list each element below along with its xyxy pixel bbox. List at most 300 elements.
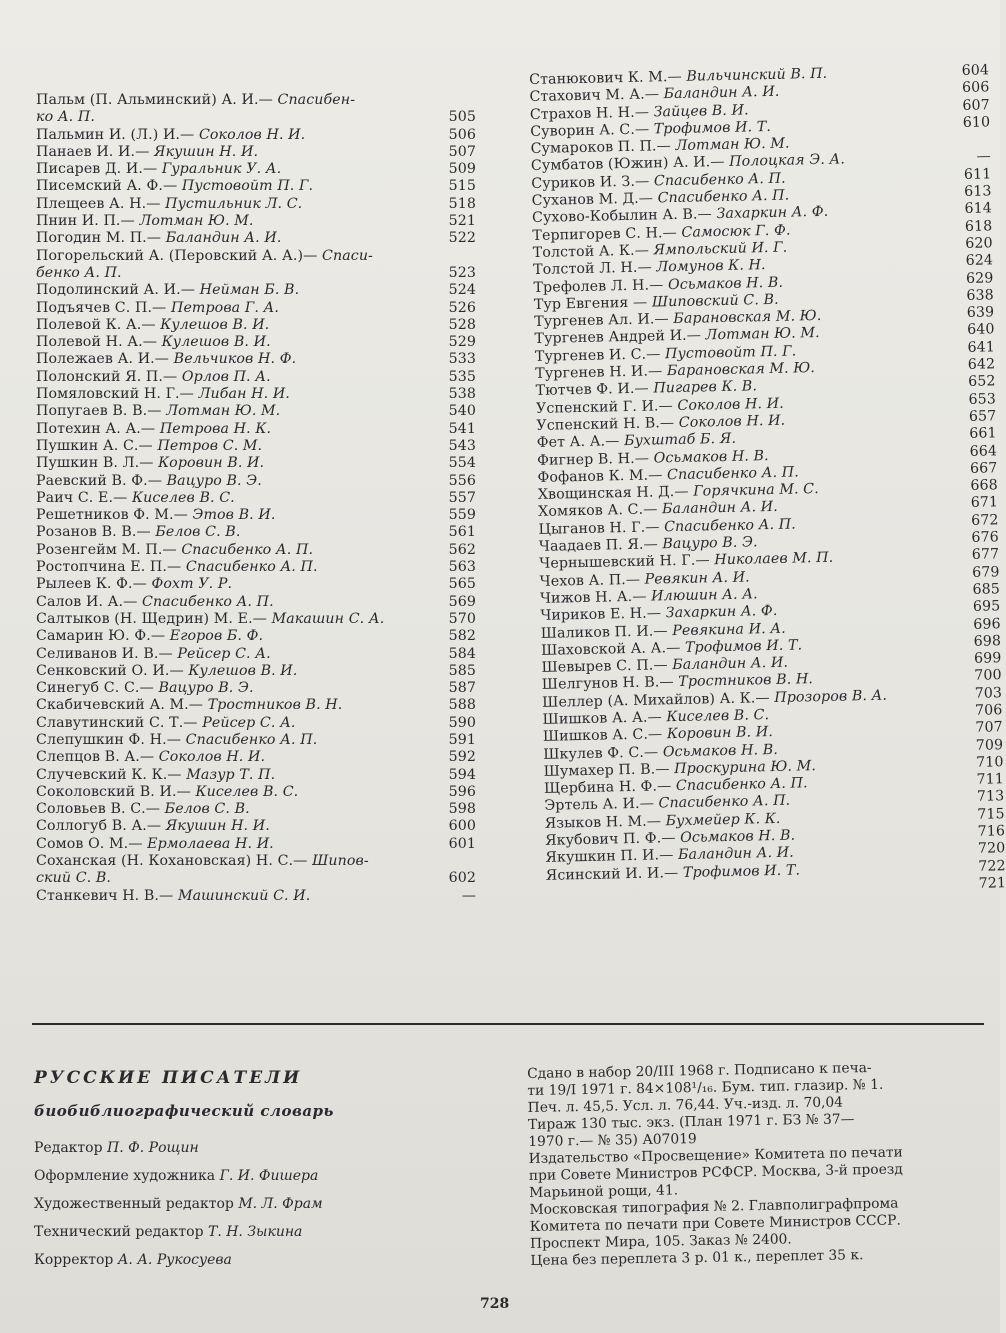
entry-author: Захаркин А. Ф. [665,603,778,622]
entry-subject: Фигнер В. Н.— Осьмаков Н. В. [536,447,769,469]
entry-author: Ревякин А. И. [644,569,750,588]
entry-page: 587 [448,680,476,697]
entry-page: 518 [448,195,476,212]
entry-page: 565 [448,576,476,593]
entry-page: 696 [973,615,1001,633]
entry-subject: Тютчев Ф. И.— Пигарев К. В. [535,378,758,400]
section-divider [32,1023,984,1025]
entry-author: Лотман Ю. М. [139,213,254,230]
entry-author: Машинский С. И. [177,887,311,904]
imprint-line: Цена без переплета 3 р. 01 к., переплет 35 к. [530,1247,864,1269]
credit-line [34,1162,474,1190]
entry-subject: Розенгейм М. П.— Спасибенко А. П. [36,541,314,558]
entry-subject: Соловьев В. С.— Белов С. В. [36,801,250,818]
entry-page: 620 [965,235,993,252]
entry-subject: Рылеев К. Ф.— Фохт У. Р. [36,576,233,593]
entry-subject: Станкевич Н. В.— Машинский С. И. [36,887,311,904]
entry-author: Лотман Ю. М. [166,403,281,420]
entry-page: 606 [961,79,990,97]
entry-page: 529 [448,334,476,351]
entry-author: Спасибенко А. П. [181,541,314,558]
index-column-left [36,92,476,905]
entry-author: Петров С. М. [157,437,263,454]
index-entry [36,369,476,386]
index-entry [36,127,476,144]
entry-author: Барановская М. Ю. [673,308,822,328]
entry-page: 591 [448,731,476,748]
entry-author: Киселев В. С. [195,783,299,800]
index-entry [36,559,476,576]
credit-name: П. Ф. Рощин [107,1140,199,1156]
entry-page: 676 [971,529,1000,546]
entry-page: 713 [976,788,1005,806]
entry-page: 594 [448,766,476,783]
entry-author: Бухштаб Б. Я. [623,430,737,450]
entry-page: 668 [970,477,998,494]
entry-subject: Потехин А. А.— Петрова Н. К. [36,420,272,437]
entry-page: 554 [448,455,476,472]
imprint-line: при Совете Министров РСФСР. Москва, 3-й проезд [528,1161,903,1184]
entry-subject: Шелгунов Н. В.— Тростников В. Н. [541,671,814,694]
index-entry [36,818,476,835]
imprint-line: Комитета по печати при Совете Министров СССР. [529,1212,901,1235]
entry-subject: Суриков И. З.— Спасибенко А. П. [531,170,786,192]
entry-subject: Пальм (П. Альминский) А. И.— Спасибен- [36,92,356,108]
entry-author: Орлов П. А. [181,368,271,385]
index-entry [36,92,476,109]
index-entry [36,680,476,697]
entry-author: Этов В. И. [192,507,276,524]
entry-author: Нейман Б. В. [199,282,300,299]
entry-subject: Шкулев Ф. С.— Осьмаков Н. В. [543,741,779,763]
entry-page: 523 [448,264,476,281]
entry-author: Илюшин А. А. [650,586,758,605]
entry-author: Баландин А. И. [661,499,778,518]
index-entry [36,576,476,593]
entry-subject: Якушкин П. И.— Баландин А. И. [545,844,794,867]
entry-subject: Ясинский И. И.— Трофимов И. Т. [545,862,801,884]
entry-subject: Сенковский О. И.— Кулешов В. И. [36,662,298,679]
entry-author: Мазур Т. П. [186,766,276,783]
entry-author: Соколов Н. И. [677,395,784,414]
entry-page: 569 [448,593,476,610]
index-entry [36,628,476,645]
entry-author: Якушин Н. И. [165,818,270,835]
entry-subject: Тур Евгения — Шиповский С. В. [533,291,779,313]
entry-page: 543 [448,437,476,454]
colophon-credits [34,1068,474,1274]
index-entry [36,836,476,853]
entry-subject: Соколовский В. И.— Киселев В. С. [36,783,299,800]
entry-page: 563 [448,559,476,576]
index-entry [36,421,476,438]
entry-page: 590 [448,714,476,731]
index-entry [36,611,476,628]
entry-subject: Якубович П. Ф.— Осьмаков Н. В. [544,827,796,849]
entry-page: 613 [964,183,992,200]
entry-page: 706 [974,702,1003,719]
index-entry [36,490,476,507]
entry-author: Тростников В. Н. [678,671,814,691]
entry-page: 521 [448,213,476,230]
credit-name: Т. Н. Зыкина [207,1224,303,1240]
entry-subject: Терпигорев С. Н.— Самосюк Г. Ф. [532,222,791,244]
entry-subject: Слепцов В. А.— Соколов Н. И. [36,749,266,766]
entry-page: 570 [448,610,476,627]
index-entry [36,317,476,334]
entry-author: Ямпольский И. Г. [653,239,788,259]
entry-author: Проскурина Ю. М. [674,758,817,777]
entry-page: 711 [976,771,1005,788]
entry-subject: Слепушкин Ф. Н.— Спасибенко А. П. [36,731,318,748]
entry-author: Вацуро В. Э. [158,680,254,697]
credit-line [34,1190,474,1218]
credit-role: Художественный редактор [34,1196,239,1212]
entry-author: Петрова Г. А. [170,299,280,316]
entry-author: Гуральник У. А. [161,161,282,178]
entry-author: Осьмаков Н. В. [679,827,796,847]
entry-subject: Случевский К. К.— Мазур Т. П. [36,766,276,783]
entry-subject: Раич С. Е.— Киселев В. С. [36,489,235,506]
entry-subject: Шаховской А. А.— Трофимов И. Т. [540,637,803,659]
index-entry [36,888,476,905]
entry-author: Спасибенко А. П. [142,593,274,610]
entry-author: Киселев В. С. [132,489,235,506]
entry-subject: Плещеев А. Н.— Пустильник Л. С. [36,195,303,212]
entry-subject: Ростопчина Е. П.— Спасибенко А. П. [36,559,318,576]
entry-page: 533 [448,351,476,368]
entry-author: Либан Н. И. [198,386,290,403]
entry-author: Лотман Ю. М. [675,135,790,155]
entry-author-cont: ский С. В. [36,870,112,887]
imprint-line: Проспект Мира, 105. Заказ № 2400. [529,1231,792,1252]
entry-subject: Суханов М. Д.— Спасибенко А. П. [531,187,790,210]
entry-page: 602 [448,870,476,887]
credit-line [34,1218,474,1246]
index-entry-continuation [36,265,476,282]
entry-subject: Синегуб С. С.— Вацуро В. Э. [36,680,254,697]
index-entry [36,732,476,749]
entry-subject: Чаадаев П. Я.— Вацуро В. Э. [538,534,758,555]
index-entry [36,282,476,299]
entry-author: Баландин А. И. [663,84,780,103]
index-entry [36,230,476,247]
entry-page: 556 [448,472,476,489]
entry-subject: Шишков А. С.— Коровин В. И. [542,724,774,746]
index-entry [36,213,476,230]
entry-author: Горячкина М. С. [693,481,819,500]
entry-page: 695 [972,598,1001,616]
index-entry [36,749,476,766]
index-entry [36,438,476,455]
entry-page: 607 [962,96,990,114]
entry-page: 707 [975,719,1003,737]
entry-subject: Чернышевский Н. Г.— Николаев М. П. [539,550,834,573]
entry-author: Трофимов И. Т. [653,118,772,138]
entry-author: Осьмаков Н. В. [662,741,779,760]
entry-subject: Цыганов Н. Г.— Спасибенко А. П. [538,516,796,538]
entry-page: 601 [448,835,476,852]
entry-subject: Шаликов П. И.— Ревякина И. А. [540,620,786,642]
entry-subject: Тургенев Андрей И.— Лотман Ю. М. [534,325,820,348]
entry-subject: Тургенев И. С.— Пустовойт П. Г. [534,343,797,365]
entry-author: Спасибенко А. П. [657,187,790,207]
entry-subject: Станюкович К. М.— Вильчинский В. П. [529,65,828,88]
entry-page: 618 [964,218,993,235]
entry-author: Пустильник Л. С. [165,195,303,212]
index-entry [36,784,476,801]
entry-page: 715 [977,805,1005,823]
entry-page: 672 [970,511,999,529]
entry-author: Шипов- [312,853,369,870]
entry-subject: Хвощинская Н. Д.— Горячкина М. С. [537,481,819,504]
entry-page: 515 [448,178,476,195]
entry-page: 685 [972,581,1001,598]
credit-role: Редактор [34,1140,108,1156]
entry-page: 535 [448,368,476,385]
entry-subject: Трефолев Л. Н.— Осьмаков Н. В. [533,274,784,296]
entry-subject: Успенский Г. И.— Соколов Н. И. [535,395,784,417]
entry-subject: Соханская (Н. Кохановская) Н. С.— Шипов- [36,853,369,870]
index-entry [36,715,476,732]
entry-subject: Погодин М. П.— Баландин А. И. [36,230,282,247]
entry-subject: Розанов В. В.— Белов С. В. [36,524,241,541]
entry-subject: Сумароков П. П.— Лотман Ю. М. [530,135,790,158]
entry-subject: Фофанов К. М.— Спасибенко А. П. [537,464,799,486]
imprint-line: 1970 г.— № 35) А07019 [528,1131,697,1150]
entry-page: 641 [967,339,996,356]
imprint-block [527,1058,985,1270]
entry-subject: Суворин А. С.— Трофимов И. Т. [530,118,772,140]
entry-subject: Пальмин И. (Л.) И.— Соколов Н. И. [36,126,306,143]
entry-author: Полоцкая Э. А. [729,151,846,171]
credit-line [34,1246,474,1274]
index-entry-continuation [36,870,476,887]
entry-page: 585 [448,662,476,679]
entry-author: Пустовойт П. Г. [181,178,314,195]
entry-page: 722 [978,857,1006,875]
entry-page: 698 [973,633,1002,650]
entry-page: 559 [448,507,476,524]
index-entry [36,386,476,403]
entry-page: 642 [967,356,996,373]
entry-author: Тростников В. Н. [207,697,343,714]
book-subtitle: биобиблиографический словарь [34,1102,334,1120]
index-entry [36,403,476,420]
entry-author: Вельчиков Н. Ф. [173,351,297,368]
entry-subject: Салтыков (Н. Щедрин) М. Е.— Макашин С. А. [36,610,385,627]
entry-subject: Полежаев А. И.— Вельчиков Н. Ф. [36,351,297,368]
entry-page: 509 [448,161,476,178]
entry-author: Егоров Б. Ф. [169,628,264,645]
entry-subject: Раевский В. Ф.— Вацуро В. Э. [36,472,262,489]
entry-author: Белов С. В. [155,524,241,541]
entry-page: 710 [976,754,1004,771]
entry-page: 582 [448,628,476,645]
entry-subject: Стахович М. А.— Баландин А. И. [529,84,780,106]
entry-subject: Толстой Л. Н.— Ломунов К. Н. [532,257,766,279]
entry-subject: Шевырев С. П.— Баландин А. И. [541,654,789,676]
entry-page: 671 [970,494,999,512]
index-entry [36,161,476,178]
entry-subject: Тургенев Н. И.— Барановская М. Ю. [535,360,816,382]
entry-author: Спасибенко А. П. [658,793,791,812]
entry-author: Ломунов К. Н. [656,257,766,276]
index-entry [36,542,476,559]
entry-author: Вацуро В. Э. [662,534,758,553]
entry-author: Баландин А. И. [677,844,794,864]
entry-subject: Языков Н. М.— Бухмейер К. К. [544,810,781,832]
imprint-line: ти 19/I 1971 г. 84×108¹/₁₆. Бум. тип. глазир. № 1. [527,1076,884,1099]
entry-author: Шиповский С. В. [651,291,779,311]
credit-name: А. А. Рукосуева [117,1252,232,1268]
entry-subject: Полевой Н. А.— Кулешов В. И. [36,334,271,351]
entry-author: Спасибен- [277,92,356,108]
entry-page: 664 [969,442,998,460]
book-title: РУССКИЕ ПИСАТЕЛИ [34,1068,303,1088]
entry-page: 667 [969,460,998,477]
index-entry [36,248,476,265]
entry-subject: Сумбатов (Южин) А. И.— Полоцкая Э. А. [530,151,846,175]
entry-author: Лотман Ю. М. [705,325,820,344]
entry-page: 652 [968,373,996,391]
entry-author: Пигарев К. В. [653,378,758,397]
index-entry [36,351,476,368]
index-entry [36,144,476,161]
entry-page: 661 [969,425,997,443]
entry-author: Соколов Н. И. [198,126,306,143]
entry-author: Вильчинский В. П. [686,65,828,85]
credit-name: Г. И. Фишера [219,1168,319,1184]
entry-page: 716 [977,823,1006,840]
entry-author: Спаси- [322,247,373,264]
entry-author: Спасибенко А. П. [185,731,318,748]
entry-author-cont: бенко А. П. [36,264,122,281]
entry-page: 640 [966,321,995,339]
index-entry [36,853,476,870]
index-entry [36,507,476,524]
credit-role: Оформление художника [34,1168,220,1184]
entry-author: Коровин В. И. [666,724,774,743]
entry-subject: Хомяков А. С.— Баландин А. И. [538,499,778,521]
index-entry [36,473,476,490]
entry-page: 679 [972,563,1000,581]
entry-page: 541 [448,420,476,437]
index-entry [36,801,476,818]
entry-subject: Славутинский С. Т.— Рейсер С. А. [36,714,296,731]
entry-author: Петрова Н. К. [159,420,272,437]
entry-page: — [461,887,476,904]
entry-page: 540 [448,403,476,420]
entry-author: Ермолаева Н. И. [147,835,274,852]
entry-subject: Селиванов И. В.— Рейсер С. А. [36,645,271,662]
credit-role: Технический редактор [34,1224,208,1240]
entry-subject: Писарев Д. И.— Гуральник У. А. [36,161,282,178]
entry-page: 610 [962,114,991,131]
entry-author: Кулешов В. И. [188,662,298,679]
page-number: 728 [480,1296,510,1312]
entry-subject: Шишков А. А.— Киселев В. С. [542,707,770,728]
index-entry [36,697,476,714]
entry-subject: Тургенев Ал. И.— Барановская М. Ю. [534,308,822,331]
index-entry [36,646,476,663]
entry-page: 600 [448,818,476,835]
entry-author: Николаев М. П. [714,550,834,569]
entry-subject: Помяловский Н. Г.— Либан Н. И. [36,386,290,403]
entry-page: — [976,148,992,166]
entry-author: Кулешов В. И. [160,316,270,333]
entry-subject: Полевой К. А.— Кулешов В. И. [36,316,270,333]
entry-author: Макашин С. А. [271,610,385,627]
index-column-right [529,62,1006,902]
imprint-line: Сдано в набор 20/III 1968 г. Подписано к печа- [527,1059,872,1082]
entry-page: 639 [966,304,995,322]
entry-subject: Пушкин А. С.— Петров С. М. [36,437,263,454]
imprint-line: Марьиной рощи, 41. [529,1182,679,1201]
entry-page: 562 [448,541,476,558]
entry-page: 596 [448,783,476,800]
entry-page: 528 [448,316,476,333]
entry-subject: Самарин Ю. Ф.— Егоров Б. Ф. [36,628,264,645]
index-entry [36,767,476,784]
entry-subject: Фет А. А.— Бухштаб Б. Я. [536,430,737,452]
entry-author: Зайцев В. И. [653,102,749,120]
entry-page: 524 [448,282,476,299]
entry-author: Коровин В. И. [158,455,265,472]
entry-page: 584 [448,645,476,662]
entry-page: 506 [448,126,476,143]
entry-subject: Панаев И. И.— Якушин Н. И. [36,143,259,160]
entry-page: 604 [961,62,990,79]
entry-author: Трофимов И. Т. [684,637,803,656]
entry-author: Якушин Н. И. [154,143,259,160]
entry-subject: Полонский Я. П.— Орлов П. А. [36,368,271,385]
entry-subject: Чижов Н. А.— Илюшин А. А. [539,586,758,607]
entry-subject: Чехов А. П.— Ревякин А. И. [539,569,750,590]
entry-subject: Писемский А. Ф.— Пустовойт П. Г. [36,178,314,195]
entry-subject: Подолинский А. И.— Нейман Б. В. [36,282,300,299]
entry-page: 526 [448,299,476,316]
entry-subject: Толстой А. К.— Ямпольский И. Г. [532,239,788,261]
entry-author: Захаркин А. Ф. [716,204,829,223]
entry-author: Белов С. В. [164,801,250,818]
entry-author: Киселев В. С. [666,707,770,726]
imprint-line: Тираж 130 тыс. экз. (План 1971 г. БЗ № 37— [527,1111,855,1133]
entry-page: 557 [448,489,476,506]
entry-page: 507 [448,143,476,160]
entry-subject [546,893,972,902]
entry-subject: Погорельский А. (Перовский А. А.)— Спаси- [36,247,373,264]
entry-author: Трофимов И. Т. [682,862,801,881]
entry-subject: Щербина Н. Ф.— Спасибенко А. П. [543,775,808,798]
credits-list [34,1134,474,1274]
entry-author: Вацуро В. Э. [166,472,262,489]
entry-subject: Шумахер П. В.— Проскурина Ю. М. [543,758,817,780]
entry-author: Соколов Н. И. [158,749,266,766]
entry-page: 598 [448,801,476,818]
entry-subject: Сомов О. М.— Ермолаева Н. И. [36,835,274,852]
entry-author: Фохт У. Р. [151,576,233,593]
entry-author: Прозоров В. А. [774,687,888,706]
entry-page: 611 [963,166,992,183]
entry-subject: Чириков Е. Н.— Захаркин А. Ф. [540,603,778,625]
index-entry [36,663,476,680]
entry-page: 538 [448,386,476,403]
entry-author: Кулешов В. И. [161,334,271,351]
index-entry [36,524,476,541]
index-entry [36,594,476,611]
index-entry [36,334,476,351]
